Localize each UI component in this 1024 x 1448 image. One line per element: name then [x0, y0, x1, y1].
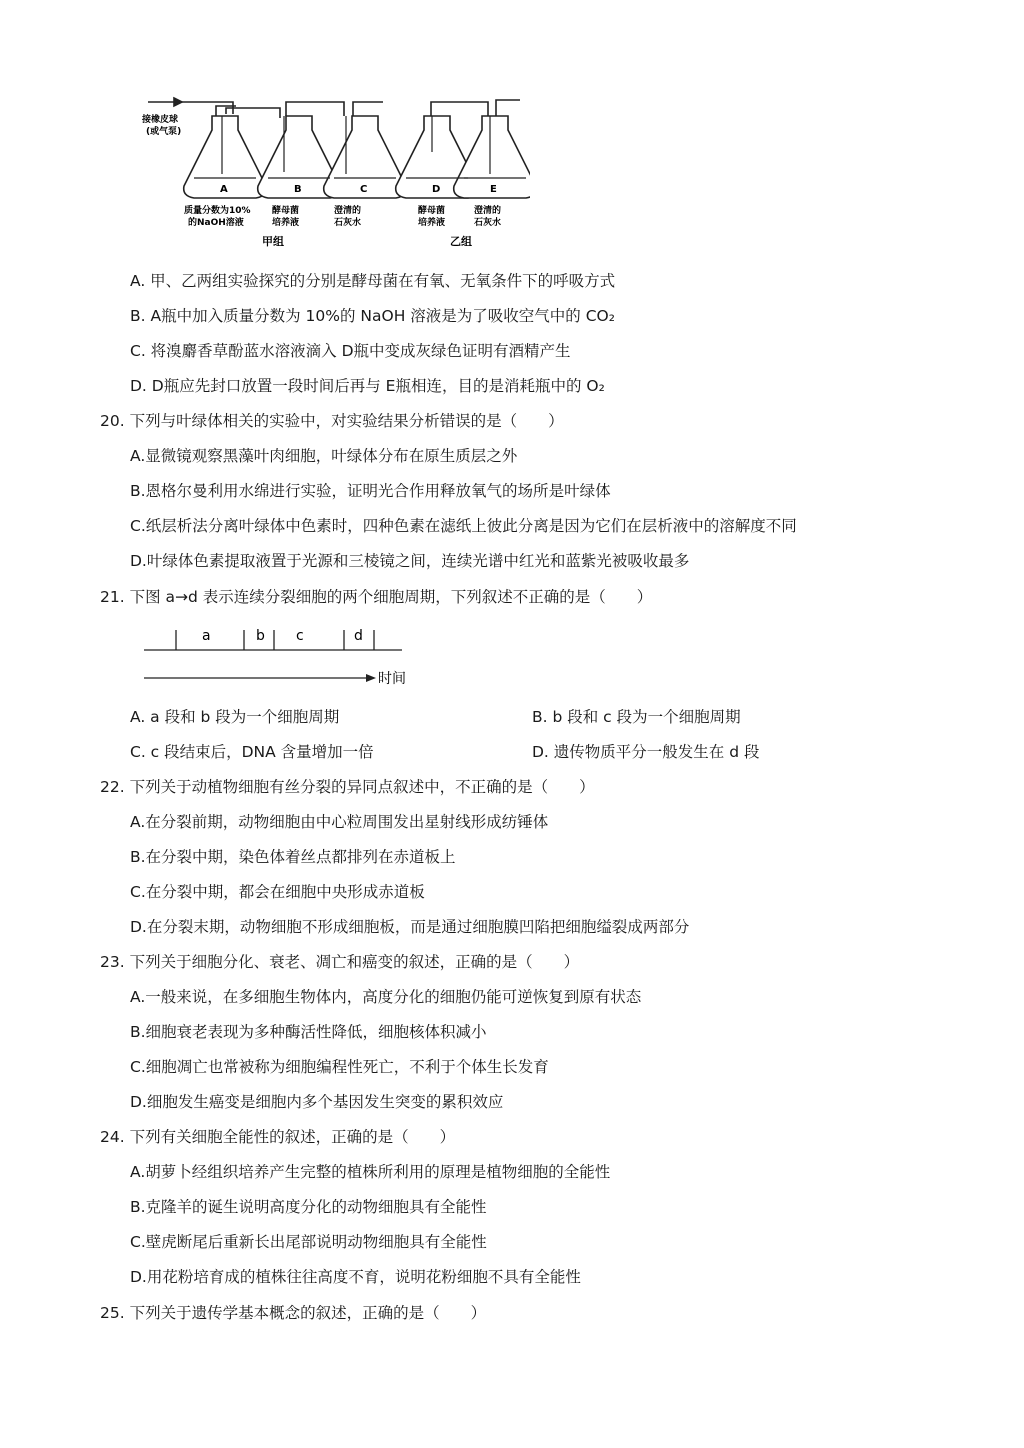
flask-label-d: D — [432, 184, 441, 195]
q22-option-c: C.在分裂中期，都会在细胞中央形成赤道板 — [130, 883, 425, 901]
q22-option-a: A.在分裂前期，动物细胞由中心粒周围发出星射线形成纺锤体 — [130, 813, 549, 831]
q21-option-c: C. c 段结束后，DNA 含量增加一倍 — [130, 743, 374, 761]
q22-option-b: B.在分裂中期，染色体着丝点都排列在赤道板上 — [130, 848, 456, 866]
caption-b-line1: 酵母菌 — [272, 206, 300, 216]
cell-cycle-timeline — [138, 616, 418, 692]
q20-option-d: D.叶绿体色素提取液置于光源和三棱镜之间，连续光谱中红光和蓝紫光被吸收最多 — [130, 552, 690, 570]
inlet-label-sub: (或气泵) — [146, 127, 182, 137]
q21-option-a: A. a 段和 b 段为一个细胞周期 — [130, 708, 340, 726]
group-label-jia: 甲组 — [262, 235, 284, 248]
q23-option-b: B.细胞衰老表现为多种酶活性降低，细胞核体积减小 — [130, 1023, 487, 1041]
caption-a-line1: 质量分数为10% — [184, 206, 251, 216]
apparatus-figure — [138, 92, 530, 254]
segment-label-d: d — [354, 628, 363, 644]
q20-option-c: C.纸层析法分离叶绿体中色素时，四种色素在滤纸上彼此分离是因为它们在层析液中的溶解度不同 — [130, 517, 797, 535]
q24-option-a: A.胡萝卜经组织培养产生完整的植株所利用的原理是植物细胞的全能性 — [130, 1163, 611, 1181]
q21-stem: 21. 下图 a→d 表示连续分裂细胞的两个细胞周期，下列叙述不正确的是（ ） — [100, 588, 653, 606]
caption-b-line2: 培养液 — [272, 218, 300, 228]
q21-option-b: B. b 段和 c 段为一个细胞周期 — [532, 708, 741, 726]
q23-option-d: D.细胞发生癌变是细胞内多个基因发生突变的累积效应 — [130, 1093, 504, 1111]
group-label-yi: 乙组 — [450, 235, 472, 248]
q19-option-b: B. A瓶中加入质量分数为 10%的 NaOH 溶液是为了吸收空气中的 CO₂ — [130, 307, 615, 325]
q20-stem: 20. 下列与叶绿体相关的实验中，对实验结果分析错误的是（ ） — [100, 412, 564, 430]
q23-option-a: A.一般来说，在多细胞生物体内，高度分化的细胞仍能可逆恢复到原有状态 — [130, 988, 642, 1006]
caption-e-line1: 澄清的 — [474, 206, 502, 216]
q19-option-a: A. 甲、乙两组实验探究的分别是酵母菌在有氧、无氧条件下的呼吸方式 — [130, 272, 616, 290]
q22-option-d: D.在分裂末期，动物细胞不形成细胞板，而是通过细胞膜凹陷把细胞缢裂成两部分 — [130, 918, 690, 936]
q24-option-c: C.壁虎断尾后重新长出尾部说明动物细胞具有全能性 — [130, 1233, 487, 1251]
q20-option-a: A.显微镜观察黑藻叶肉细胞，叶绿体分布在原生质层之外 — [130, 447, 518, 465]
inlet-label: 接橡皮球 — [142, 115, 179, 125]
caption-c-line1: 澄清的 — [334, 206, 362, 216]
time-axis-label: 时间 — [378, 671, 406, 687]
segment-label-a: a — [202, 628, 211, 644]
segment-label-c: c — [296, 628, 304, 644]
q19-option-d: D. D瓶应先封口放置一段时间后再与 E瓶相连，目的是消耗瓶中的 O₂ — [130, 377, 605, 395]
segment-label-b: b — [256, 628, 265, 644]
q21-option-d: D. 遗传物质平分一般发生在 d 段 — [532, 743, 760, 761]
caption-d-line1: 酵母菌 — [418, 206, 446, 216]
q20-option-b: B.恩格尔曼利用水绵进行实验，证明光合作用释放氧气的场所是叶绿体 — [130, 482, 611, 500]
q23-option-c: C.细胞凋亡也常被称为细胞编程性死亡，不利于个体生长发育 — [130, 1058, 549, 1076]
caption-e-line2: 石灰水 — [474, 218, 502, 228]
caption-a-line2: 的NaOH溶液 — [188, 218, 244, 228]
flask-label-b: B — [294, 184, 302, 195]
q24-option-d: D.用花粉培育成的植株往往高度不育，说明花粉细胞不具有全能性 — [130, 1268, 581, 1286]
q23-stem: 23. 下列关于细胞分化、衰老、凋亡和癌变的叙述，正确的是（ ） — [100, 953, 580, 971]
flask-label-e: E — [490, 184, 497, 195]
caption-d-line2: 培养液 — [418, 218, 446, 228]
q24-option-b: B.克隆羊的诞生说明高度分化的动物细胞具有全能性 — [130, 1198, 487, 1216]
q25-stem: 25. 下列关于遗传学基本概念的叙述，正确的是（ ） — [100, 1304, 487, 1322]
flask-label-a: A — [220, 184, 228, 195]
flask-label-c: C — [360, 184, 368, 195]
q24-stem: 24. 下列有关细胞全能性的叙述，正确的是（ ） — [100, 1128, 456, 1146]
q19-option-c: C. 将溴麝香草酚蓝水溶液滴入 D瓶中变成灰绿色证明有酒精产生 — [130, 342, 571, 360]
caption-c-line2: 石灰水 — [334, 218, 362, 228]
q22-stem: 22. 下列关于动植物细胞有丝分裂的异同点叙述中，不正确的是（ ） — [100, 778, 595, 796]
